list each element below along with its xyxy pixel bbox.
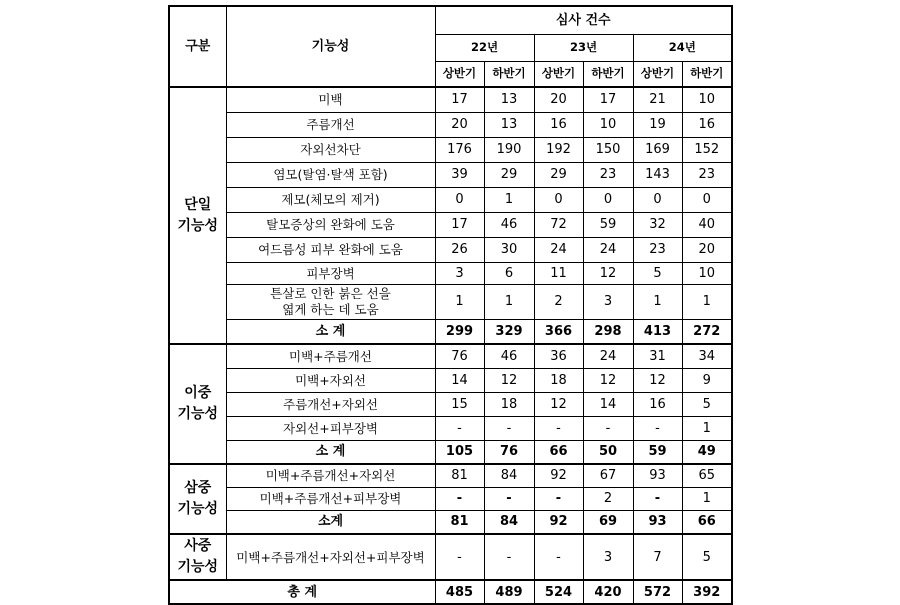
value-cell: 3 — [435, 262, 484, 284]
value-cell: 0 — [435, 187, 484, 212]
value-cell: - — [633, 416, 682, 440]
function-label: 자외선+피부장벽 — [226, 416, 435, 440]
value-cell: 36 — [534, 344, 583, 368]
grand-total-label: 총 계 — [169, 580, 435, 604]
value-cell: 17 — [583, 87, 633, 112]
category-name-line: 기능성 — [177, 501, 219, 517]
subtotal-cell: 81 — [435, 510, 484, 534]
value-cell: - — [484, 534, 534, 580]
value-cell: 17 — [435, 87, 484, 112]
header-half: 상반기 — [633, 61, 682, 87]
value-cell: 81 — [435, 464, 484, 487]
value-cell: 23 — [633, 237, 682, 262]
header-half: 상반기 — [534, 61, 583, 87]
value-cell: 190 — [484, 137, 534, 162]
function-label: 피부장벽 — [226, 262, 435, 284]
value-cell: 46 — [484, 212, 534, 237]
value-cell: - — [583, 416, 633, 440]
grand-total-cell: 392 — [682, 580, 732, 604]
value-cell: 21 — [633, 87, 682, 112]
grand-total-cell: 485 — [435, 580, 484, 604]
value-cell: 24 — [534, 237, 583, 262]
value-cell: 18 — [534, 368, 583, 392]
value-cell: 40 — [682, 212, 732, 237]
subtotal-cell: 329 — [484, 319, 534, 344]
value-cell: 15 — [435, 392, 484, 416]
subtotal-label: 소계 — [226, 510, 435, 534]
value-cell: 84 — [484, 464, 534, 487]
function-label: 자외선차단 — [226, 137, 435, 162]
value-cell: 10 — [682, 262, 732, 284]
function-label: 탈모증상의 완화에 도움 — [226, 212, 435, 237]
value-cell: 1 — [484, 187, 534, 212]
subtotal-cell: 413 — [633, 319, 682, 344]
value-cell: 46 — [484, 344, 534, 368]
header-half: 하반기 — [583, 61, 633, 87]
value-cell: 93 — [633, 464, 682, 487]
function-label: 주름개선+자외선 — [226, 392, 435, 416]
value-cell: 3 — [583, 284, 633, 319]
subtotal-cell: 105 — [435, 440, 484, 464]
value-cell: 7 — [633, 534, 682, 580]
function-label — [226, 284, 435, 319]
value-cell: 39 — [435, 162, 484, 187]
header-review-count: 심사 건수 — [435, 6, 732, 34]
value-cell: 10 — [583, 112, 633, 137]
value-cell: 12 — [583, 368, 633, 392]
value-cell: 20 — [435, 112, 484, 137]
value-cell: 31 — [633, 344, 682, 368]
grand-total-cell: 524 — [534, 580, 583, 604]
category-quadruple — [169, 534, 226, 580]
value-cell: 1 — [435, 284, 484, 319]
subtotal-cell: 298 — [583, 319, 633, 344]
value-cell: 0 — [534, 187, 583, 212]
value-cell: 24 — [583, 344, 633, 368]
function-label: 미백+자외선 — [226, 368, 435, 392]
value-cell: - — [484, 487, 534, 510]
category-triple — [169, 464, 226, 534]
value-cell: - — [435, 534, 484, 580]
value-cell: - — [534, 534, 583, 580]
value-cell: 29 — [534, 162, 583, 187]
function-label: 미백+주름개선+자외선+피부장벽 — [226, 534, 435, 580]
value-cell: 10 — [682, 87, 732, 112]
value-cell: 30 — [484, 237, 534, 262]
value-cell: 72 — [534, 212, 583, 237]
value-cell: 1 — [682, 416, 732, 440]
value-cell: - — [534, 416, 583, 440]
header-function: 기능성 — [226, 6, 435, 87]
value-cell: 13 — [484, 87, 534, 112]
value-cell: 29 — [484, 162, 534, 187]
subtotal-cell: 93 — [633, 510, 682, 534]
value-cell: 176 — [435, 137, 484, 162]
function-label: 미백+주름개선+자외선 — [226, 464, 435, 487]
value-cell: 0 — [583, 187, 633, 212]
header-category: 구분 — [169, 6, 226, 87]
value-cell: 16 — [682, 112, 732, 137]
category-name-line: 기능성 — [177, 406, 219, 422]
value-cell: 150 — [583, 137, 633, 162]
value-cell: 67 — [583, 464, 633, 487]
value-cell: 9 — [682, 368, 732, 392]
header-half: 하반기 — [682, 61, 732, 87]
value-cell: 11 — [534, 262, 583, 284]
value-cell: 20 — [682, 237, 732, 262]
subtotal-cell: 84 — [484, 510, 534, 534]
value-cell: 16 — [633, 392, 682, 416]
value-cell: 23 — [583, 162, 633, 187]
subtotal-cell: 50 — [583, 440, 633, 464]
value-cell: 1 — [682, 487, 732, 510]
value-cell: 26 — [435, 237, 484, 262]
value-cell: 12 — [583, 262, 633, 284]
value-cell: 2 — [583, 487, 633, 510]
category-single — [169, 87, 226, 344]
value-cell: 23 — [682, 162, 732, 187]
value-cell: 6 — [484, 262, 534, 284]
function-label-line: 튼살로 인한 붉은 선을 — [270, 285, 391, 301]
subtotal-cell: 76 — [484, 440, 534, 464]
category-name-line: 사중 — [184, 538, 212, 554]
value-cell: 24 — [583, 237, 633, 262]
header-year-22: 22년 — [435, 34, 534, 61]
value-cell: 14 — [435, 368, 484, 392]
header-year-23: 23년 — [534, 34, 633, 61]
value-cell: 1 — [484, 284, 534, 319]
category-name-line: 이중 — [184, 385, 212, 401]
value-cell: 19 — [633, 112, 682, 137]
header-half: 하반기 — [484, 61, 534, 87]
value-cell: 1 — [682, 284, 732, 319]
subtotal-cell: 66 — [682, 510, 732, 534]
value-cell: 14 — [583, 392, 633, 416]
value-cell: 0 — [682, 187, 732, 212]
function-label: 미백+주름개선 — [226, 344, 435, 368]
value-cell: 5 — [633, 262, 682, 284]
value-cell: 32 — [633, 212, 682, 237]
value-cell: 1 — [633, 284, 682, 319]
value-cell: 59 — [583, 212, 633, 237]
value-cell: - — [534, 487, 583, 510]
value-cell: - — [435, 416, 484, 440]
category-name-line: 기능성 — [177, 559, 219, 575]
value-cell: 34 — [682, 344, 732, 368]
subtotal-cell: 92 — [534, 510, 583, 534]
header-half: 상반기 — [435, 61, 484, 87]
grand-total-cell: 489 — [484, 580, 534, 604]
subtotal-cell: 69 — [583, 510, 633, 534]
value-cell: 192 — [534, 137, 583, 162]
function-label: 주름개선 — [226, 112, 435, 137]
subtotal-label: 소 계 — [226, 319, 435, 344]
subtotal-cell: 366 — [534, 319, 583, 344]
grand-total-cell: 572 — [633, 580, 682, 604]
header-year-24: 24년 — [633, 34, 732, 61]
value-cell: 92 — [534, 464, 583, 487]
function-label: 미백+주름개선+피부장벽 — [226, 487, 435, 510]
category-name-line: 기능성 — [177, 217, 219, 234]
value-cell: 169 — [633, 137, 682, 162]
function-label-line: 엷게 하는 데 도움 — [282, 301, 379, 317]
value-cell: 12 — [534, 392, 583, 416]
value-cell: 12 — [633, 368, 682, 392]
subtotal-cell: 66 — [534, 440, 583, 464]
function-label: 제모(체모의 제거) — [226, 187, 435, 212]
value-cell: - — [435, 487, 484, 510]
value-cell: 20 — [534, 87, 583, 112]
value-cell: 17 — [435, 212, 484, 237]
value-cell: 2 — [534, 284, 583, 319]
subtotal-label: 소 계 — [226, 440, 435, 464]
value-cell: 12 — [484, 368, 534, 392]
category-name-line: 삼중 — [184, 480, 212, 496]
value-cell: 65 — [682, 464, 732, 487]
category-name-line: 단일 — [184, 196, 212, 213]
value-cell: - — [484, 416, 534, 440]
category-double — [169, 344, 226, 464]
subtotal-cell: 299 — [435, 319, 484, 344]
subtotal-cell: 59 — [633, 440, 682, 464]
value-cell: 18 — [484, 392, 534, 416]
subtotal-cell: 272 — [682, 319, 732, 344]
grand-total-cell: 420 — [583, 580, 633, 604]
value-cell: 5 — [682, 392, 732, 416]
value-cell: 76 — [435, 344, 484, 368]
function-label: 여드름성 피부 완화에 도움 — [226, 237, 435, 262]
function-label: 미백 — [226, 87, 435, 112]
value-cell: 143 — [633, 162, 682, 187]
subtotal-cell: 49 — [682, 440, 732, 464]
value-cell: - — [633, 487, 682, 510]
value-cell: 13 — [484, 112, 534, 137]
function-label: 염모(탈염·탈색 포함) — [226, 162, 435, 187]
value-cell: 16 — [534, 112, 583, 137]
review-count-table — [168, 5, 733, 605]
value-cell: 3 — [583, 534, 633, 580]
value-cell: 0 — [633, 187, 682, 212]
value-cell: 5 — [682, 534, 732, 580]
value-cell: 152 — [682, 137, 732, 162]
